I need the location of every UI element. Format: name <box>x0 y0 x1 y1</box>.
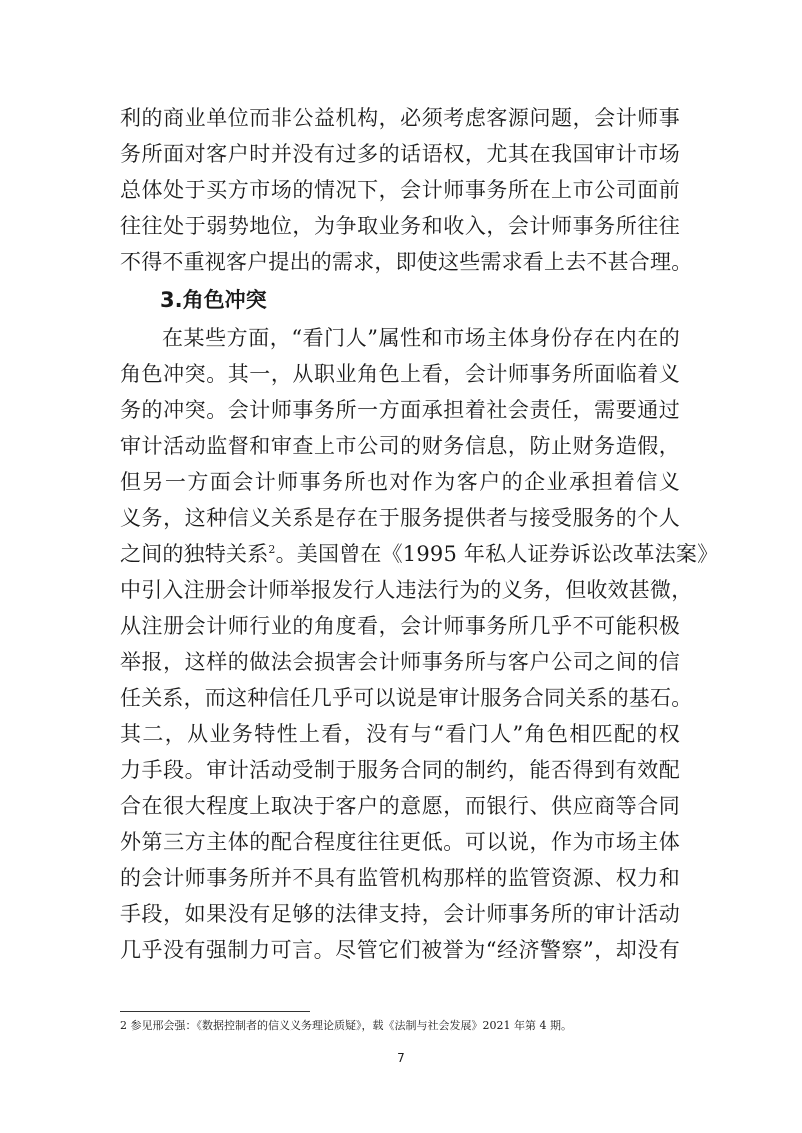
section-heading: 3.角色冲突 <box>160 288 267 312</box>
text-line: 总体处于买方市场的情况下，会计师事务所在上市公司面前 <box>120 178 680 202</box>
text-line: 几乎没有强制力可言。尽管它们被誉为“经济警察”，却没有 <box>120 938 680 962</box>
text-line: 在某些方面，“看门人”属性和市场主体身份存在内在的 <box>162 326 680 350</box>
text-line: 角色冲突。其一，从职业角色上看，会计师事务所面临着义 <box>120 362 680 386</box>
text-line: 但另一方面会计师事务所也对作为客户的企业承担着信义 <box>120 470 680 494</box>
text-line: 的会计师事务所并不具有监管机构那样的监管资源、权力和 <box>120 866 680 890</box>
text-line: 务的冲突。会计师事务所一方面承担着社会责任，需要通过 <box>120 398 680 422</box>
footnote-reference[interactable]: 2 <box>268 543 276 556</box>
text-line: 务所面对客户时并没有过多的话语权，尤其在我国审计市场 <box>120 142 680 166</box>
text-line: 审计活动监督和审查上市公司的财务信息，防止财务造假， <box>120 434 680 458</box>
text-line: 其二，从业务特性上看，没有与“看门人”角色相匹配的权 <box>120 722 680 746</box>
text-line: 举报，这样的做法会损害会计师事务所与客户公司之间的信 <box>120 650 680 674</box>
footnote-text: 2 参见邢会强：《数据控制者的信义义务理论质疑》，载《法制与社会发展》2021 年第 4 期。 <box>120 1019 572 1032</box>
text-line: 中引入注册会计师举报发行人违法行为的义务，但收效甚微， <box>120 578 693 602</box>
text-line: 手段，如果没有足够的法律支持，会计师事务所的审计活动 <box>120 902 680 926</box>
text-line: 从注册会计师行业的角度看，会计师事务所几乎不可能积极 <box>120 614 680 638</box>
text-segment: 之间的独特关系 <box>120 542 269 566</box>
text-line: 往往处于弱势地位，为争取业务和收入，会计师事务所往往 <box>120 214 680 238</box>
text-line: 不得不重视客户提出的需求，即使这些需求看上去不甚合理。 <box>120 250 693 274</box>
text-line: 任关系，而这种信任几乎可以说是审计服务合同关系的基石。 <box>120 686 693 710</box>
body-text <box>120 100 719 968</box>
text-line: 合在很大程度上取决于客户的意愿，而银行、供应商等合同 <box>120 794 680 818</box>
text-segment: 。美国曾在《1995 年私人证券诉讼改革法案》 <box>275 542 719 566</box>
text-line: 力手段。审计活动受制于服务合同的制约，能否得到有效配 <box>120 758 680 782</box>
footnote-divider <box>120 1011 310 1012</box>
text-line: 义务，这种信义关系是存在于服务提供者与接受服务的个人 <box>120 506 680 530</box>
text-line: 外第三方主体的配合程度往往更低。可以说，作为市场主体 <box>120 830 680 854</box>
page-number: 7 <box>397 1051 405 1065</box>
text-line-with-footnote <box>120 536 719 572</box>
text-line: 利的商业单位而非公益机构，必须考虑客源问题，会计师事 <box>120 106 680 130</box>
